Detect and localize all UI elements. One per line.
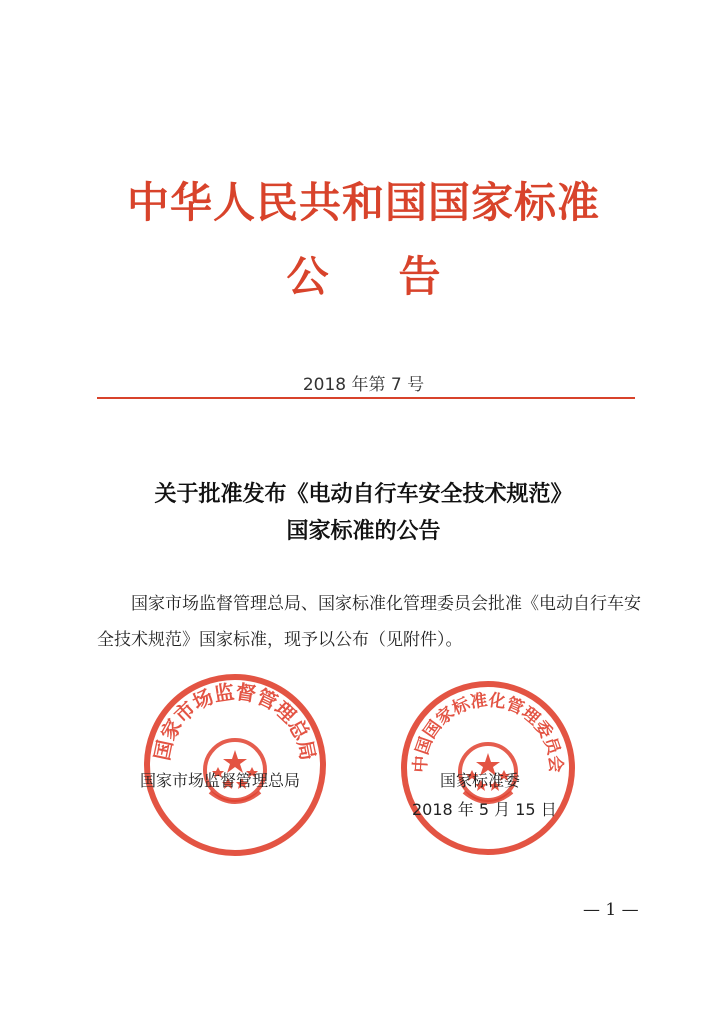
issuer-standardization: 国家标准委: [440, 771, 521, 790]
page-number: — 1 —: [583, 900, 639, 920]
issuer-market-regulation: 国家市场监督管理总局: [140, 771, 301, 790]
seal1-text: 国家市场监督管理总局: [149, 679, 321, 763]
document-header-title: 中华人民共和国国家标准: [126, 178, 600, 227]
seal2-text: 中国国家标准化管理委员会: [410, 690, 566, 774]
notice-body: 国家市场监督管理总局、国家标准化管理委员会批准《电动自行车安全技术规范》国家标准，现予以公布（见附件）。: [97, 594, 641, 650]
issue-number: 2018 年第 7 号: [302, 375, 425, 395]
issue-date: 2018 年 5 月 15 日: [412, 800, 557, 819]
notice-title-line1: 关于批准发布《电动自行车安全技术规范》: [154, 481, 573, 507]
notice-title-line2: 国家标准的公告: [286, 518, 441, 544]
svg-text:国家市场监督管理总局: [150, 679, 321, 762]
red-divider-line: [97, 397, 635, 399]
document-header-subtitle: 公告: [286, 252, 511, 301]
seal-market-regulation-icon: [142, 672, 328, 858]
